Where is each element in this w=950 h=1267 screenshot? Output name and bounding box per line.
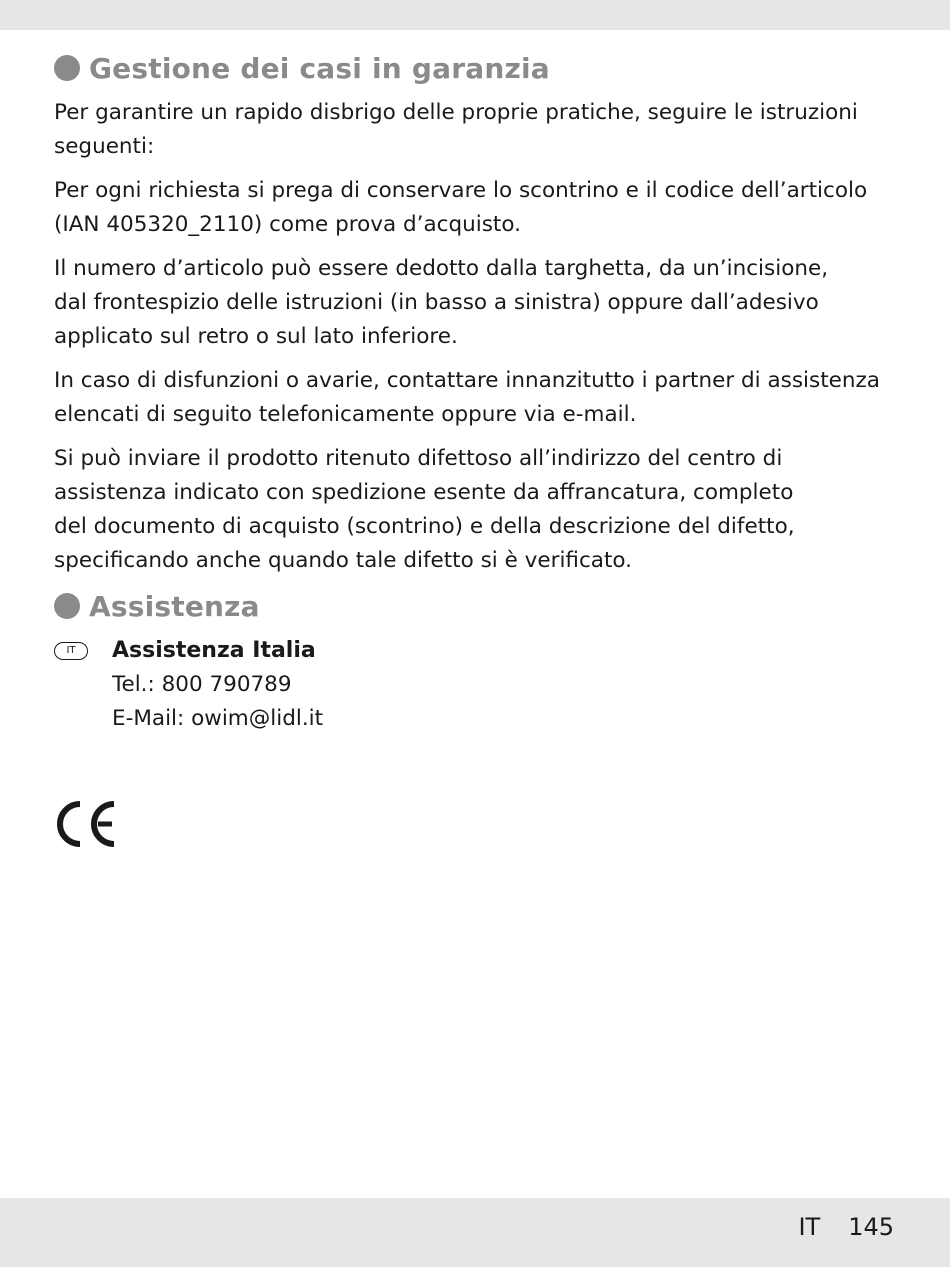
text-line: In caso di disfunzioni o avarie, contattare innanzitutto i partner di assistenza	[54, 368, 880, 393]
text-line: applicato sul retro o sul lato inferiore.	[54, 324, 458, 349]
text-line: seguenti:	[54, 134, 155, 159]
service-contact-block	[54, 634, 894, 736]
text-line: (IAN 405320_2110) come prova d’acquisto.	[54, 212, 521, 237]
service-phone: Tel.: 800 790789	[112, 672, 292, 697]
warranty-heading-text: Gestione dei casi in garanzia	[89, 51, 550, 85]
warranty-paragraph-2	[54, 174, 894, 242]
warranty-paragraph-1	[54, 96, 894, 164]
warranty-paragraph-5	[54, 442, 894, 578]
warranty-paragraph-4	[54, 364, 894, 432]
page-content	[54, 48, 894, 736]
bullet-circle-icon	[54, 55, 80, 81]
footer-band	[0, 1198, 950, 1267]
bullet-circle-icon	[54, 593, 80, 619]
ce-mark-icon	[54, 800, 118, 848]
text-line: specificando anche quando tale difetto si è verificato.	[54, 548, 633, 573]
warranty-body	[54, 96, 894, 578]
service-heading-text: Assistenza	[89, 589, 260, 623]
text-line: dal frontespizio delle istruzioni (in basso a sinistra) oppure dall’adesivo	[54, 290, 819, 315]
warranty-heading	[54, 48, 894, 88]
warranty-paragraph-3	[54, 252, 894, 354]
text-line: Si può inviare il prodotto ritenuto difettoso all’indirizzo del centro di	[54, 446, 783, 471]
text-line: elencati di seguito telefonicamente oppure via e-mail.	[54, 402, 637, 427]
service-heading	[54, 586, 894, 626]
footer-page-number: 145	[848, 1213, 894, 1241]
footer-page-label	[798, 1212, 894, 1242]
service-title: Assistenza Italia	[112, 638, 316, 663]
text-line: Per ogni richiesta si prega di conservare lo scontrino e il codice dell’articolo	[54, 178, 868, 203]
footer-language: IT	[798, 1213, 821, 1241]
text-line: Per garantire un rapido disbrigo delle proprie pratiche, seguire le istruzioni	[54, 100, 858, 125]
text-line: del documento di acquisto (scontrino) e della descrizione del difetto,	[54, 514, 795, 539]
country-code-badge: IT	[54, 642, 88, 660]
text-line: Il numero d’articolo può essere dedotto dalla targhetta, da un’incisione,	[54, 256, 829, 281]
service-email: E-Mail: owim@lidl.it	[112, 706, 324, 731]
text-line: assistenza indicato con spedizione esente da affrancatura, completo	[54, 480, 794, 505]
top-band	[0, 0, 950, 30]
